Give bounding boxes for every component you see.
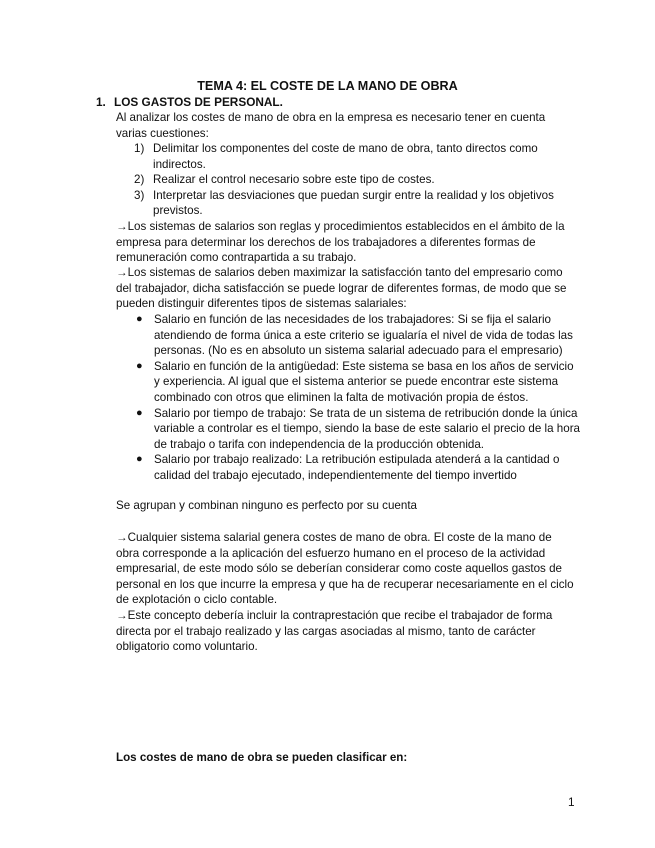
section-number: 1. — [96, 95, 106, 109]
bullet-icon: ● — [136, 313, 143, 325]
bullet-icon: ● — [136, 453, 143, 466]
bullet-item — [134, 312, 580, 359]
bullet-icon: ● — [136, 406, 143, 419]
bullet-item — [134, 452, 580, 483]
item-text: Interpretar las desviaciones que puedan surgir entre la realidad y los objetivos previstos. — [153, 188, 554, 218]
section-heading — [96, 95, 283, 109]
item-number: 1) — [134, 142, 145, 155]
numbered-item — [134, 172, 574, 188]
bullet-text: Salario por trabajo realizado: La retribución estipulada atenderá a la cantidad o calidad del trabajo ejecutado, independientemente del tiempo invertido — [154, 453, 560, 482]
section-title: LOS GASTOS DE PERSONAL. — [114, 95, 283, 109]
combine-line: Se agrupan y combinan ninguno es perfecto por su cuenta — [116, 499, 417, 512]
paragraph-labor-cost: →Cualquier sistema salarial genera costes de mano de obra. El coste de la mano de obra corresponde a la aplicación del esfuerzo humano en el proceso de la actividad empresarial, de este modo sólo se deberían considerar como coste aquellos gastos de personal en los que incurre la empresa y que ha de recuperar necesariamente en el ciclo de explotación o ciclo contable. — [116, 531, 574, 607]
intro-paragraph: Al analizar los costes de mano de obra en la empresa es necesario tener en cuenta varias cuestiones: — [116, 111, 546, 140]
item-number: 2) — [134, 173, 145, 187]
bullet-text: Salario en función de la antigüedad: Este sistema se basa en los años de servicio y experiencia. Al igual que el sistema anterior se puede encontrar este sistema combinado con otros que eliminen la falta de motivación propia de éstos. — [154, 359, 574, 404]
item-number: 3) — [134, 188, 145, 202]
numbered-list — [134, 141, 574, 219]
page-number: 1 — [568, 795, 575, 809]
paragraph-salary-systems: →Los sistemas de salarios son reglas y procedimientos establecidos en el ámbito de la empresa para determinar los derechos de los trabajadores a diferentes formas de remuneración como contrapartida a su trabajo. — [116, 220, 565, 265]
classification-heading: Los costes de mano de obra se pueden clasificar en: — [116, 751, 408, 764]
paragraph-concept: →Este concepto debería incluir la contraprestación que recibe el trabajador de forma directa por el trabajo realizado y las cargas asociadas al mismo, tanto de carácter obligatorio como voluntario. — [116, 609, 553, 654]
item-text: Delimitar los componentes del coste de mano de obra, tanto directos como indirectos. — [153, 142, 538, 171]
bullet-icon: ● — [136, 359, 143, 372]
numbered-item — [134, 141, 574, 172]
bullet-item — [134, 406, 580, 453]
paragraph-satisfaction: →Los sistemas de salarios deben maximizar la satisfacción tanto del empresario como del trabajador, dicha satisfacción se puede lograr de diferentes formas, de modo que se pueden distinguir diferentes tipos de sistemas salariales: — [116, 266, 567, 311]
document-title: TEMA 4: EL COSTE DE LA MANO DE OBRA — [197, 79, 458, 93]
bullet-item — [134, 359, 580, 406]
item-text: Realizar el control necesario sobre este tipo de costes. — [153, 173, 435, 187]
numbered-item — [134, 188, 574, 219]
bullet-list — [134, 312, 580, 484]
bullet-text: Salario en función de las necesidades de los trabajadores: Si se fija el salario atendiendo de forma única a este criterio se igualaría el nivel de vida de todas las personas. (No es en absoluto un sistema salarial adecuado para el empresario) — [154, 313, 573, 358]
bullet-text: Salario por tiempo de trabajo: Se trata de un sistema de retribución donde la única variable a controlar es el tiempo, siendo la base de este salario el precio de la hora de trabajo o tarifa con independencia de la producción obtenida. — [154, 406, 580, 451]
